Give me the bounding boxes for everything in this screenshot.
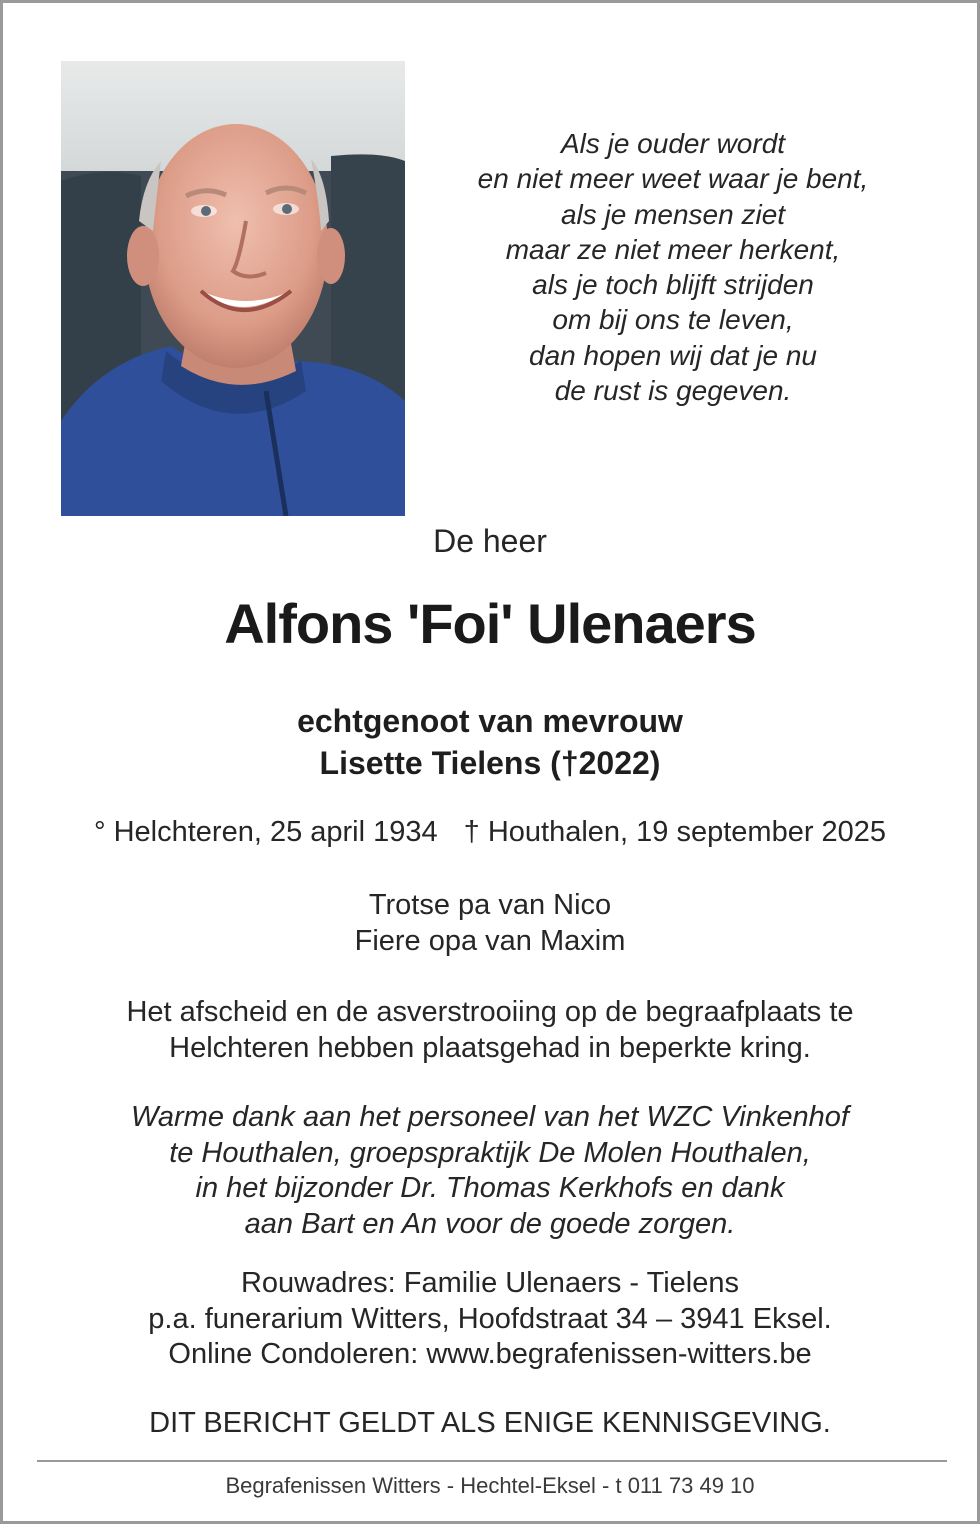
poem-line: als je toch blijft strijden [532,269,814,301]
thanks-line: in het bijzonder Dr. Thomas Kerkhofs en dank [195,1172,785,1204]
family-line: Fiere opa van Maxim [354,924,626,957]
birth-date: ° Helchteren, 25 april 1934 [93,816,438,848]
portrait-photo-icon [61,61,405,516]
notice: DIT BERICHT GELDT ALS ENIGE KENNISGEVING. [149,1407,831,1439]
thanks-line: Warme dank aan het personeel van het WZC Vinkenhof [131,1101,849,1133]
spouse-line: echtgenoot van mevrouw [297,703,683,739]
poem-line: Als je ouder wordt [560,128,786,159]
footer: Begrafenissen Witters - Hechtel-Eksel - t 011 73 49 10 [225,1473,755,1498]
spouse-name: Lisette Tielens (†2022) [319,745,661,781]
death-date: † Houthalen, 19 september 2025 [463,816,887,848]
farewell-block [3,994,977,1066]
poem [443,126,903,408]
poem-line: de rust is gegeven. [554,375,792,407]
deceased-name: Alfons 'Foi' Ulenaers [224,592,756,655]
condolence-link[interactable]: Online Condoleren: www.begrafenissen-witters.be [168,1338,812,1370]
poem-line: om bij ons te leven, [552,304,794,336]
footer-divider [37,1460,947,1462]
honorific: De heer [433,523,547,559]
thanks-line: aan Bart en An voor de goede zorgen. [244,1207,736,1240]
poem-line: maar ze niet meer herkent, [505,233,841,265]
farewell-line: Helchteren hebben plaatsgehad in beperkte kring. [169,1032,811,1064]
spouse-block [3,700,977,784]
poem-line: als je mensen ziet [560,198,786,230]
family-line: Trotse pa van Nico [368,889,612,921]
thanks-line: te Houthalen, groepspraktijk De Molen Houthalen, [169,1136,811,1169]
poem-line: dan hopen wij dat je nu [529,339,817,371]
address-block [3,1266,977,1373]
family-block [3,888,977,959]
life-dates [3,816,977,849]
thanks-block [3,1100,977,1242]
farewell-line: Het afscheid en de asverstrooiing op de begraafplaats te [126,996,854,1028]
poem-line: en niet meer weet waar je bent, [477,163,869,195]
address-line: p.a. funerarium Witters, Hoofdstraat 34 – 3941 Eksel. [148,1302,832,1335]
address-line: Rouwadres: Familie Ulenaers - Tielens [240,1267,740,1299]
